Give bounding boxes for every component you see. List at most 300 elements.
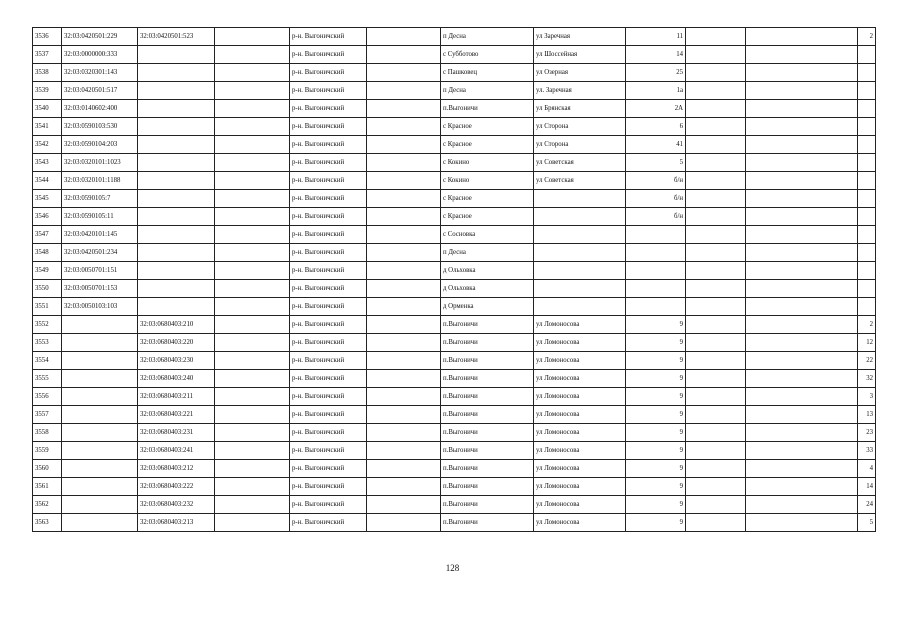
- locality-cell: п Десна: [441, 244, 534, 262]
- row-number-cell: 3536: [33, 28, 62, 46]
- district-cell: р-н. Выгоничский: [290, 208, 367, 226]
- locality-cell: с Субботово: [441, 46, 534, 64]
- parent-cadastral-number-cell: [138, 172, 215, 190]
- locality-cell: п.Выгоничи: [441, 514, 534, 532]
- apartment-number-cell: [858, 64, 876, 82]
- house-number-cell: 9: [626, 316, 686, 334]
- blank-cell: [367, 244, 441, 262]
- cadastral-number-cell: [62, 460, 138, 478]
- row-number-cell: 3558: [33, 424, 62, 442]
- extra-cell-1: [686, 424, 746, 442]
- cadastral-number-cell: 32:03:0590105:11: [62, 208, 138, 226]
- row-number-cell: 3551: [33, 298, 62, 316]
- row-number-cell: 3557: [33, 406, 62, 424]
- extra-cell-1: [686, 118, 746, 136]
- house-number-cell: 1а: [626, 82, 686, 100]
- locality-cell: п.Выгоничи: [441, 442, 534, 460]
- house-number-cell: 9: [626, 424, 686, 442]
- parent-cadastral-number-cell: [138, 136, 215, 154]
- district-cell: р-н. Выгоничский: [290, 280, 367, 298]
- house-number-cell: [626, 280, 686, 298]
- apartment-number-cell: 3: [858, 388, 876, 406]
- empty-cell: [215, 424, 290, 442]
- district-cell: р-н. Выгоничский: [290, 190, 367, 208]
- house-number-cell: 41: [626, 136, 686, 154]
- house-number-cell: 25: [626, 64, 686, 82]
- street-cell: ул Сторона: [534, 118, 626, 136]
- blank-cell: [367, 226, 441, 244]
- table-row: [33, 424, 876, 442]
- house-number-cell: 9: [626, 460, 686, 478]
- empty-cell: [215, 64, 290, 82]
- table-row: [33, 442, 876, 460]
- district-cell: р-н. Выгоничский: [290, 316, 367, 334]
- locality-cell: д Ольховка: [441, 280, 534, 298]
- apartment-number-cell: [858, 136, 876, 154]
- locality-cell: с Красное: [441, 208, 534, 226]
- empty-cell: [215, 100, 290, 118]
- apartment-number-cell: 5: [858, 514, 876, 532]
- extra-cell-1: [686, 172, 746, 190]
- extra-cell-2: [746, 136, 858, 154]
- cadastral-number-cell: [62, 496, 138, 514]
- apartment-number-cell: [858, 208, 876, 226]
- row-number-cell: 3548: [33, 244, 62, 262]
- house-number-cell: 5: [626, 154, 686, 172]
- locality-cell: с Пашковец: [441, 64, 534, 82]
- parent-cadastral-number-cell: 32:03:0680403:220: [138, 334, 215, 352]
- empty-cell: [215, 460, 290, 478]
- blank-cell: [367, 82, 441, 100]
- empty-cell: [215, 226, 290, 244]
- district-cell: р-н. Выгоничский: [290, 388, 367, 406]
- cadastral-number-cell: 32:03:0140602:400: [62, 100, 138, 118]
- extra-cell-2: [746, 442, 858, 460]
- street-cell: ул Советская: [534, 154, 626, 172]
- extra-cell-1: [686, 370, 746, 388]
- house-number-cell: 9: [626, 352, 686, 370]
- empty-cell: [215, 370, 290, 388]
- empty-cell: [215, 208, 290, 226]
- apartment-number-cell: [858, 226, 876, 244]
- table-row: [33, 172, 876, 190]
- cadastral-number-cell: [62, 388, 138, 406]
- blank-cell: [367, 46, 441, 64]
- empty-cell: [215, 46, 290, 64]
- parent-cadastral-number-cell: [138, 190, 215, 208]
- district-cell: р-н. Выгоничский: [290, 478, 367, 496]
- parent-cadastral-number-cell: [138, 298, 215, 316]
- row-number-cell: 3554: [33, 352, 62, 370]
- cadastral-number-cell: [62, 424, 138, 442]
- cadastral-number-cell: [62, 316, 138, 334]
- blank-cell: [367, 190, 441, 208]
- locality-cell: д Орменка: [441, 298, 534, 316]
- street-cell: [534, 226, 626, 244]
- table-row: [33, 514, 876, 532]
- parent-cadastral-number-cell: 32:03:0680403:240: [138, 370, 215, 388]
- extra-cell-2: [746, 280, 858, 298]
- empty-cell: [215, 298, 290, 316]
- locality-cell: п.Выгоничи: [441, 100, 534, 118]
- page-number: 128: [445, 563, 460, 573]
- cadastral-number-cell: 32:03:0420501:229: [62, 28, 138, 46]
- cadastral-number-cell: 32:03:0050701:151: [62, 262, 138, 280]
- apartment-number-cell: [858, 154, 876, 172]
- extra-cell-2: [746, 316, 858, 334]
- table-row: [33, 406, 876, 424]
- empty-cell: [215, 136, 290, 154]
- house-number-cell: 9: [626, 406, 686, 424]
- district-cell: р-н. Выгоничский: [290, 64, 367, 82]
- extra-cell-2: [746, 82, 858, 100]
- empty-cell: [215, 388, 290, 406]
- house-number-cell: [626, 262, 686, 280]
- blank-cell: [367, 478, 441, 496]
- empty-cell: [215, 478, 290, 496]
- row-number-cell: 3547: [33, 226, 62, 244]
- empty-cell: [215, 514, 290, 532]
- row-number-cell: 3539: [33, 82, 62, 100]
- blank-cell: [367, 118, 441, 136]
- cadastral-number-cell: [62, 352, 138, 370]
- house-number-cell: 11: [626, 28, 686, 46]
- extra-cell-2: [746, 190, 858, 208]
- apartment-number-cell: 33: [858, 442, 876, 460]
- district-cell: р-н. Выгоничский: [290, 496, 367, 514]
- extra-cell-1: [686, 262, 746, 280]
- extra-cell-2: [746, 388, 858, 406]
- street-cell: ул Советская: [534, 172, 626, 190]
- row-number-cell: 3562: [33, 496, 62, 514]
- parent-cadastral-number-cell: [138, 64, 215, 82]
- table-row: [33, 478, 876, 496]
- row-number-cell: 3550: [33, 280, 62, 298]
- parent-cadastral-number-cell: [138, 82, 215, 100]
- parent-cadastral-number-cell: [138, 208, 215, 226]
- district-cell: р-н. Выгоничский: [290, 244, 367, 262]
- empty-cell: [215, 406, 290, 424]
- extra-cell-1: [686, 442, 746, 460]
- row-number-cell: 3560: [33, 460, 62, 478]
- table-row: [33, 316, 876, 334]
- apartment-number-cell: 2: [858, 28, 876, 46]
- extra-cell-1: [686, 514, 746, 532]
- apartment-number-cell: 14: [858, 478, 876, 496]
- locality-cell: с Красное: [441, 118, 534, 136]
- cadastral-number-cell: [62, 514, 138, 532]
- blank-cell: [367, 100, 441, 118]
- blank-cell: [367, 334, 441, 352]
- apartment-number-cell: [858, 46, 876, 64]
- apartment-number-cell: 22: [858, 352, 876, 370]
- street-cell: ул Ломоносова: [534, 334, 626, 352]
- locality-cell: п.Выгоничи: [441, 478, 534, 496]
- apartment-number-cell: 4: [858, 460, 876, 478]
- locality-cell: п.Выгоничи: [441, 316, 534, 334]
- blank-cell: [367, 352, 441, 370]
- table-row: [33, 208, 876, 226]
- cadastral-number-cell: 32:03:0320101:1188: [62, 172, 138, 190]
- blank-cell: [367, 154, 441, 172]
- street-cell: [534, 280, 626, 298]
- cadastral-number-cell: 32:03:0420501:517: [62, 82, 138, 100]
- locality-cell: п.Выгоничи: [441, 334, 534, 352]
- blank-cell: [367, 442, 441, 460]
- parent-cadastral-number-cell: [138, 244, 215, 262]
- cadastral-number-cell: 32:03:0050701:153: [62, 280, 138, 298]
- table-row: [33, 370, 876, 388]
- house-number-cell: б/н: [626, 208, 686, 226]
- empty-cell: [215, 172, 290, 190]
- extra-cell-2: [746, 244, 858, 262]
- empty-cell: [215, 262, 290, 280]
- extra-cell-1: [686, 298, 746, 316]
- empty-cell: [215, 154, 290, 172]
- district-cell: р-н. Выгоничский: [290, 172, 367, 190]
- row-number-cell: 3543: [33, 154, 62, 172]
- parent-cadastral-number-cell: [138, 100, 215, 118]
- cadastral-number-cell: 32:03:0420101:145: [62, 226, 138, 244]
- row-number-cell: 3555: [33, 370, 62, 388]
- apartment-number-cell: [858, 82, 876, 100]
- street-cell: ул. Заречная: [534, 82, 626, 100]
- apartment-number-cell: 12: [858, 334, 876, 352]
- locality-cell: с Красное: [441, 190, 534, 208]
- extra-cell-2: [746, 208, 858, 226]
- street-cell: ул Ломоносова: [534, 370, 626, 388]
- empty-cell: [215, 280, 290, 298]
- district-cell: р-н. Выгоничский: [290, 118, 367, 136]
- table-row: [33, 352, 876, 370]
- extra-cell-1: [686, 46, 746, 64]
- district-cell: р-н. Выгоничский: [290, 298, 367, 316]
- empty-cell: [215, 352, 290, 370]
- blank-cell: [367, 424, 441, 442]
- extra-cell-2: [746, 370, 858, 388]
- parent-cadastral-number-cell: 32:03:0420501:523: [138, 28, 215, 46]
- street-cell: ул Ломоносова: [534, 496, 626, 514]
- table-row: [33, 118, 876, 136]
- apartment-number-cell: [858, 280, 876, 298]
- house-number-cell: 9: [626, 442, 686, 460]
- cadastral-number-cell: 32:03:0320101:1023: [62, 154, 138, 172]
- blank-cell: [367, 172, 441, 190]
- blank-cell: [367, 280, 441, 298]
- parent-cadastral-number-cell: 32:03:0680403:222: [138, 478, 215, 496]
- street-cell: [534, 190, 626, 208]
- cadastral-number-cell: [62, 442, 138, 460]
- extra-cell-2: [746, 406, 858, 424]
- cadastral-number-cell: [62, 370, 138, 388]
- row-number-cell: 3538: [33, 64, 62, 82]
- apartment-number-cell: [858, 244, 876, 262]
- table-row: [33, 100, 876, 118]
- cadastral-number-cell: 32:03:0320301:143: [62, 64, 138, 82]
- locality-cell: п.Выгоничи: [441, 496, 534, 514]
- extra-cell-2: [746, 496, 858, 514]
- apartment-number-cell: [858, 298, 876, 316]
- empty-cell: [215, 334, 290, 352]
- street-cell: ул Ломоносова: [534, 514, 626, 532]
- blank-cell: [367, 262, 441, 280]
- apartment-number-cell: 32: [858, 370, 876, 388]
- extra-cell-2: [746, 352, 858, 370]
- table-row: [33, 298, 876, 316]
- extra-cell-2: [746, 154, 858, 172]
- street-cell: ул Ломоносова: [534, 442, 626, 460]
- empty-cell: [215, 244, 290, 262]
- parent-cadastral-number-cell: [138, 262, 215, 280]
- extra-cell-1: [686, 64, 746, 82]
- extra-cell-1: [686, 154, 746, 172]
- street-cell: ул Озерная: [534, 64, 626, 82]
- apartment-number-cell: 13: [858, 406, 876, 424]
- table-row: [33, 154, 876, 172]
- table-row: [33, 280, 876, 298]
- row-number-cell: 3542: [33, 136, 62, 154]
- extra-cell-2: [746, 64, 858, 82]
- blank-cell: [367, 64, 441, 82]
- blank-cell: [367, 388, 441, 406]
- blank-cell: [367, 460, 441, 478]
- blank-cell: [367, 370, 441, 388]
- district-cell: р-н. Выгоничский: [290, 82, 367, 100]
- locality-cell: п.Выгоничи: [441, 460, 534, 478]
- blank-cell: [367, 136, 441, 154]
- row-number-cell: 3553: [33, 334, 62, 352]
- row-number-cell: 3544: [33, 172, 62, 190]
- extra-cell-1: [686, 280, 746, 298]
- district-cell: р-н. Выгоничский: [290, 442, 367, 460]
- district-cell: р-н. Выгоничский: [290, 514, 367, 532]
- district-cell: р-н. Выгоничский: [290, 460, 367, 478]
- extra-cell-1: [686, 496, 746, 514]
- district-cell: р-н. Выгоничский: [290, 154, 367, 172]
- cadastral-number-cell: [62, 334, 138, 352]
- blank-cell: [367, 28, 441, 46]
- locality-cell: с Кокино: [441, 172, 534, 190]
- table-row: [33, 136, 876, 154]
- apartment-number-cell: [858, 118, 876, 136]
- registry-table-body: [33, 28, 876, 532]
- table-row: [33, 460, 876, 478]
- district-cell: р-н. Выгоничский: [290, 46, 367, 64]
- parent-cadastral-number-cell: [138, 118, 215, 136]
- extra-cell-1: [686, 136, 746, 154]
- street-cell: [534, 208, 626, 226]
- extra-cell-1: [686, 316, 746, 334]
- row-number-cell: 3541: [33, 118, 62, 136]
- street-cell: ул Ломоносова: [534, 352, 626, 370]
- extra-cell-1: [686, 478, 746, 496]
- empty-cell: [215, 496, 290, 514]
- table-row: [33, 82, 876, 100]
- row-number-cell: 3563: [33, 514, 62, 532]
- empty-cell: [215, 118, 290, 136]
- extra-cell-1: [686, 244, 746, 262]
- apartment-number-cell: [858, 172, 876, 190]
- locality-cell: п.Выгоничи: [441, 406, 534, 424]
- street-cell: ул Заречная: [534, 28, 626, 46]
- row-number-cell: 3545: [33, 190, 62, 208]
- house-number-cell: 9: [626, 496, 686, 514]
- empty-cell: [215, 82, 290, 100]
- extra-cell-1: [686, 100, 746, 118]
- row-number-cell: 3556: [33, 388, 62, 406]
- parent-cadastral-number-cell: 32:03:0680403:232: [138, 496, 215, 514]
- parent-cadastral-number-cell: 32:03:0680403:231: [138, 424, 215, 442]
- extra-cell-2: [746, 460, 858, 478]
- extra-cell-2: [746, 514, 858, 532]
- house-number-cell: 9: [626, 388, 686, 406]
- apartment-number-cell: [858, 190, 876, 208]
- district-cell: р-н. Выгоничский: [290, 424, 367, 442]
- street-cell: ул Шоссейная: [534, 46, 626, 64]
- extra-cell-1: [686, 388, 746, 406]
- extra-cell-2: [746, 262, 858, 280]
- street-cell: ул Ломоносова: [534, 388, 626, 406]
- parent-cadastral-number-cell: [138, 154, 215, 172]
- extra-cell-1: [686, 208, 746, 226]
- street-cell: ул Ломоносова: [534, 424, 626, 442]
- cadastral-number-cell: 32:03:0000000:333: [62, 46, 138, 64]
- extra-cell-2: [746, 100, 858, 118]
- cadastral-number-cell: 32:03:0590103:530: [62, 118, 138, 136]
- extra-cell-2: [746, 172, 858, 190]
- district-cell: р-н. Выгоничский: [290, 370, 367, 388]
- table-row: [33, 262, 876, 280]
- apartment-number-cell: [858, 100, 876, 118]
- district-cell: р-н. Выгоничский: [290, 334, 367, 352]
- blank-cell: [367, 298, 441, 316]
- cadastral-number-cell: 32:03:0050103:103: [62, 298, 138, 316]
- extra-cell-2: [746, 424, 858, 442]
- parent-cadastral-number-cell: 32:03:0680403:210: [138, 316, 215, 334]
- locality-cell: д Ольховка: [441, 262, 534, 280]
- house-number-cell: 6: [626, 118, 686, 136]
- house-number-cell: 14: [626, 46, 686, 64]
- street-cell: [534, 244, 626, 262]
- extra-cell-1: [686, 190, 746, 208]
- extra-cell-2: [746, 118, 858, 136]
- parent-cadastral-number-cell: [138, 226, 215, 244]
- apartment-number-cell: [858, 262, 876, 280]
- cadastral-number-cell: [62, 478, 138, 496]
- table-row: [33, 28, 876, 46]
- house-number-cell: [626, 298, 686, 316]
- house-number-cell: 9: [626, 478, 686, 496]
- extra-cell-2: [746, 298, 858, 316]
- parent-cadastral-number-cell: 32:03:0680403:211: [138, 388, 215, 406]
- extra-cell-1: [686, 334, 746, 352]
- street-cell: ул Ломоносова: [534, 478, 626, 496]
- street-cell: [534, 262, 626, 280]
- apartment-number-cell: 2: [858, 316, 876, 334]
- parent-cadastral-number-cell: [138, 280, 215, 298]
- blank-cell: [367, 496, 441, 514]
- district-cell: р-н. Выгоничский: [290, 406, 367, 424]
- parent-cadastral-number-cell: 32:03:0680403:241: [138, 442, 215, 460]
- row-number-cell: 3552: [33, 316, 62, 334]
- house-number-cell: [626, 226, 686, 244]
- blank-cell: [367, 406, 441, 424]
- street-cell: ул Сторона: [534, 136, 626, 154]
- locality-cell: п.Выгоничи: [441, 352, 534, 370]
- table-row: [33, 46, 876, 64]
- empty-cell: [215, 190, 290, 208]
- district-cell: р-н. Выгоничский: [290, 100, 367, 118]
